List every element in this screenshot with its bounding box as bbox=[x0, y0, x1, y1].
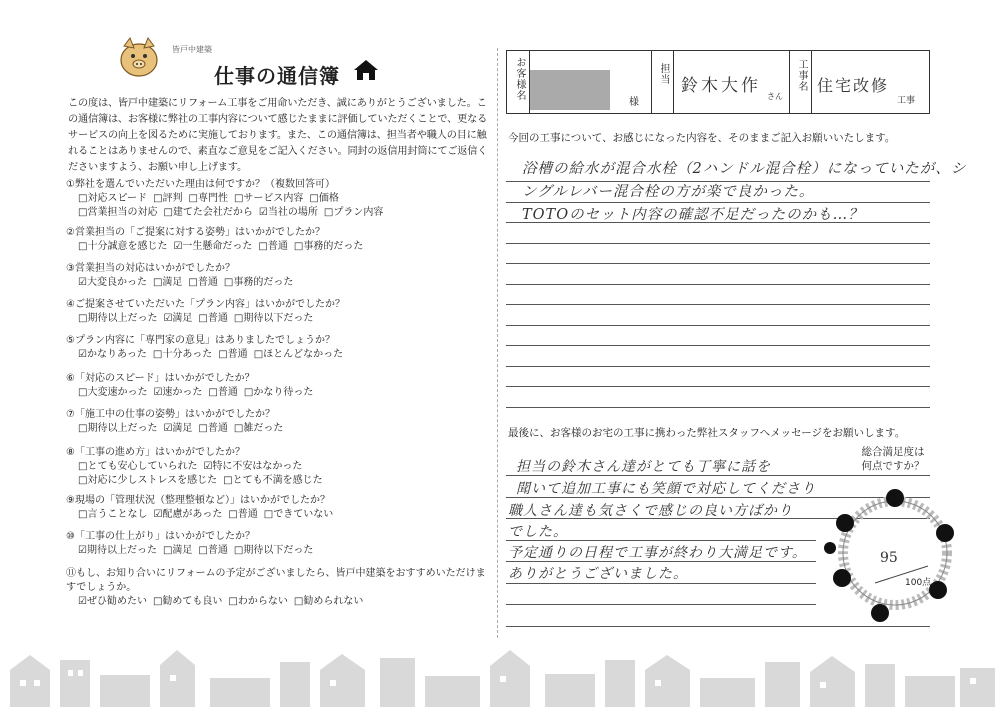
option-checkbox[interactable]: □雑だった bbox=[233, 423, 284, 434]
ruled-line bbox=[506, 304, 930, 305]
ruled-line bbox=[506, 345, 930, 346]
work-name: 住宅改修 bbox=[817, 76, 890, 95]
brand-name: 皆戸中建築 bbox=[172, 45, 212, 54]
option-checkbox[interactable]: □価格 bbox=[309, 193, 339, 204]
redacted-customer-name bbox=[530, 70, 610, 110]
checked-option[interactable]: ☑当社の場所 bbox=[258, 207, 318, 218]
checked-option[interactable]: ☑速かった bbox=[153, 387, 203, 398]
ruled-line bbox=[506, 366, 930, 367]
option-checkbox[interactable]: □評判 bbox=[153, 193, 183, 204]
option-checkbox[interactable]: □かなり待った bbox=[243, 387, 314, 398]
message-prompt: 最後に、お客様のお宅の工事に携わった弊社スタッフへメッセージをお願いします。 bbox=[508, 427, 906, 439]
question-10 bbox=[66, 530, 491, 558]
option-checkbox[interactable]: □サービス内容 bbox=[233, 193, 304, 204]
question-text: ④ご提案させていただいた「プラン内容」はいかがでしたか？ bbox=[66, 299, 345, 310]
intro-text: この度は、皆戸中建築にリフォーム工事をご用命いただき、誠にありがとうございました。この通信簿は、お客様に弊社の工事内容について感じたままに評価していただくことで、更なるサービスの向上を図るために実施しております。また、この通信簿は、担当者や職人の目に触れることはありませんので、素直なご意見をご記入ください。同封の返信用封筒にてご返信くださいますよう、お願い申し上げます。 bbox=[68, 98, 488, 173]
option-checkbox[interactable]: □大変速かった bbox=[78, 387, 148, 398]
checked-option[interactable]: ☑一生懸命だった bbox=[173, 241, 253, 252]
ruled-line bbox=[506, 386, 930, 387]
option-checkbox[interactable]: □十分あった bbox=[152, 349, 213, 360]
staff-label-cell bbox=[651, 51, 674, 113]
option-checkbox[interactable]: □満足 bbox=[152, 277, 183, 288]
option-row bbox=[66, 595, 491, 609]
satisfaction-question bbox=[848, 445, 938, 473]
question-1 bbox=[66, 178, 491, 220]
handwritten-message-line: ありがとうございました。 bbox=[508, 566, 688, 582]
handwritten-comment-line: TOTOのセット内容の確認不足だったのかも…？ bbox=[522, 207, 864, 223]
question-5 bbox=[66, 334, 491, 362]
question-text: ①弊社を選んでいただいた理由は何ですか？（複数回答可） bbox=[66, 179, 335, 190]
option-checkbox[interactable]: □期待以上だった bbox=[78, 423, 158, 434]
option-checkbox[interactable]: □普通 bbox=[198, 545, 228, 556]
option-checkbox[interactable]: □プラン内容 bbox=[323, 207, 384, 218]
checked-option[interactable]: ☑配慮があった bbox=[153, 509, 223, 520]
option-checkbox[interactable]: □十分誠意を感じた bbox=[78, 241, 168, 252]
option-row bbox=[66, 474, 491, 488]
option-checkbox[interactable]: □普通 bbox=[198, 313, 228, 324]
question-text: ⑥「対応のスピード」はいかがでしたか？ bbox=[66, 373, 255, 384]
town-skyline-decoration bbox=[0, 640, 1000, 707]
ruled-line bbox=[506, 243, 930, 244]
option-row bbox=[66, 508, 491, 522]
question-text: ⑧「工事の進め方」はいかがでしたか？ bbox=[66, 447, 245, 458]
question-text: ③営業担当の対応はいかがでしたか？ bbox=[66, 263, 235, 274]
option-checkbox[interactable]: □勧めても良い bbox=[152, 596, 223, 607]
house-icon bbox=[352, 58, 380, 82]
option-checkbox[interactable]: □普通 bbox=[218, 349, 248, 360]
option-checkbox[interactable]: □ほとんどなかった bbox=[253, 349, 344, 360]
handwritten-message-line: 職人さん達も気さくで感じの良い方ばかり bbox=[508, 503, 793, 519]
checked-option[interactable]: ☑満足 bbox=[163, 313, 193, 324]
question-3 bbox=[66, 262, 491, 290]
work-name-cell bbox=[811, 51, 929, 113]
option-checkbox[interactable]: □建てた会社だから bbox=[163, 207, 253, 218]
staff-suffix: さん bbox=[767, 92, 783, 101]
option-checkbox[interactable]: □言うことなし bbox=[78, 509, 148, 520]
customer-suffix: 様 bbox=[629, 97, 639, 108]
handwritten-message-line: 担当の鈴木さん達がとても丁寧に話を bbox=[516, 459, 771, 475]
option-row bbox=[66, 460, 491, 474]
option-checkbox[interactable]: □とても不満を感じた bbox=[223, 475, 323, 486]
option-row bbox=[66, 192, 491, 206]
question-text: ⑦「施工中の仕事の姿勢」はいかがでしたか？ bbox=[66, 409, 275, 420]
option-checkbox[interactable]: □満足 bbox=[162, 545, 193, 556]
option-row bbox=[66, 422, 491, 436]
option-row bbox=[66, 206, 491, 220]
question-text: ⑪もし、お知り合いにリフォームの予定がございましたら、皆戸中建築をおすすめいただけますでしょうか。 bbox=[66, 568, 486, 593]
option-row bbox=[66, 312, 491, 326]
ruled-line bbox=[506, 407, 930, 408]
option-checkbox[interactable]: □普通 bbox=[188, 277, 218, 288]
question-9 bbox=[66, 494, 491, 522]
option-checkbox[interactable]: □専門性 bbox=[188, 193, 228, 204]
checked-option[interactable]: ☑大変良かった bbox=[78, 277, 147, 288]
question-8 bbox=[66, 446, 491, 488]
staff-name: 鈴木大作 bbox=[681, 76, 761, 96]
option-checkbox[interactable]: □期待以下だった bbox=[233, 313, 314, 324]
option-checkbox[interactable]: □わからない bbox=[228, 596, 288, 607]
question-text: ⑤プラン内容に「専門家の意見」はありましたでしょうか？ bbox=[66, 335, 335, 346]
ruled-line bbox=[506, 325, 930, 326]
ruled-line bbox=[506, 284, 930, 285]
page-title: 仕事の通信簿 bbox=[214, 64, 340, 88]
handwritten-message-line: でした。 bbox=[508, 524, 568, 540]
question-text: ②営業担当の「ご提案に対する姿勢」はいかがでしたか？ bbox=[66, 227, 325, 238]
checked-option[interactable]: ☑期待以上だった bbox=[78, 545, 157, 556]
work-suffix: 工事 bbox=[897, 96, 916, 106]
work-label: 工事名 bbox=[796, 59, 807, 92]
option-checkbox[interactable]: □事務的だった bbox=[223, 277, 294, 288]
question-4 bbox=[66, 298, 491, 326]
option-checkbox[interactable]: □普通 bbox=[228, 509, 258, 520]
option-row bbox=[66, 386, 491, 400]
option-checkbox[interactable]: □勧められない bbox=[293, 596, 364, 607]
option-row bbox=[66, 348, 491, 362]
handwritten-message-line: 予定通りの日程で工事が終わり大満足です。 bbox=[508, 545, 807, 561]
option-row bbox=[66, 544, 491, 558]
handwritten-comment-line: 浴槽の給水が混合水栓（2ハンドル混合栓）になっていたが、シ bbox=[522, 161, 967, 177]
option-checkbox[interactable]: □できていない bbox=[263, 509, 334, 520]
question-6 bbox=[66, 372, 491, 400]
option-checkbox[interactable]: □普通 bbox=[258, 241, 288, 252]
option-checkbox[interactable]: □普通 bbox=[208, 387, 238, 398]
question-2 bbox=[66, 226, 491, 254]
option-row bbox=[66, 240, 491, 254]
question-11 bbox=[66, 567, 491, 609]
work-label-cell bbox=[789, 51, 812, 113]
satisfaction-question-line1: 総合満足度は bbox=[861, 446, 925, 458]
satisfaction-max: 100点 bbox=[905, 578, 932, 588]
handwritten-comment-line: ングルレバー混合栓の方が楽で良かった。 bbox=[522, 184, 815, 200]
option-checkbox[interactable]: □期待以上だった bbox=[78, 313, 158, 324]
staff-label: 担当 bbox=[658, 63, 669, 85]
boar-mascot-logo bbox=[112, 30, 166, 80]
option-checkbox[interactable]: □期待以下だった bbox=[233, 545, 314, 556]
customer-label: お客様名 bbox=[514, 57, 525, 101]
question-text: ⑩「工事の仕上がり」はいかがでしたか？ bbox=[66, 531, 255, 542]
option-checkbox[interactable]: □対応に少しストレスを感じた bbox=[78, 475, 218, 486]
option-checkbox[interactable]: □対応スピード bbox=[78, 193, 148, 204]
question-7 bbox=[66, 408, 491, 436]
option-checkbox[interactable]: □普通 bbox=[198, 423, 228, 434]
ruled-line bbox=[506, 263, 930, 264]
ruled-line bbox=[506, 604, 816, 605]
checked-option[interactable]: ☑ぜひ勧めたい bbox=[78, 596, 147, 607]
satisfaction-score: 95 bbox=[880, 550, 898, 566]
center-divider bbox=[497, 48, 499, 638]
option-checkbox[interactable]: □事務的だった bbox=[293, 241, 364, 252]
handwritten-message-line: 聞いて追加工事にも笑顔で対応してくださり bbox=[516, 481, 816, 497]
option-checkbox[interactable]: □とても安心していられた bbox=[78, 461, 198, 472]
checked-option[interactable]: ☑特に不安はなかった bbox=[203, 461, 303, 472]
checked-option[interactable]: ☑かなりあった bbox=[78, 349, 147, 360]
option-row bbox=[66, 276, 491, 290]
option-checkbox[interactable]: □営業担当の対応 bbox=[78, 207, 158, 218]
checked-option[interactable]: ☑満足 bbox=[163, 423, 193, 434]
comment-prompt: 今回の工事について、お感じになった内容を、そのままご記入お願いいたします。 bbox=[508, 132, 896, 144]
customer-label-cell bbox=[507, 51, 530, 113]
satisfaction-question-line2: 何点ですか？ bbox=[861, 460, 925, 472]
question-text: ⑨現場の「管理状況（整理整頓など）」はいかがでしたか？ bbox=[66, 495, 330, 506]
staff-name-cell bbox=[673, 51, 790, 113]
